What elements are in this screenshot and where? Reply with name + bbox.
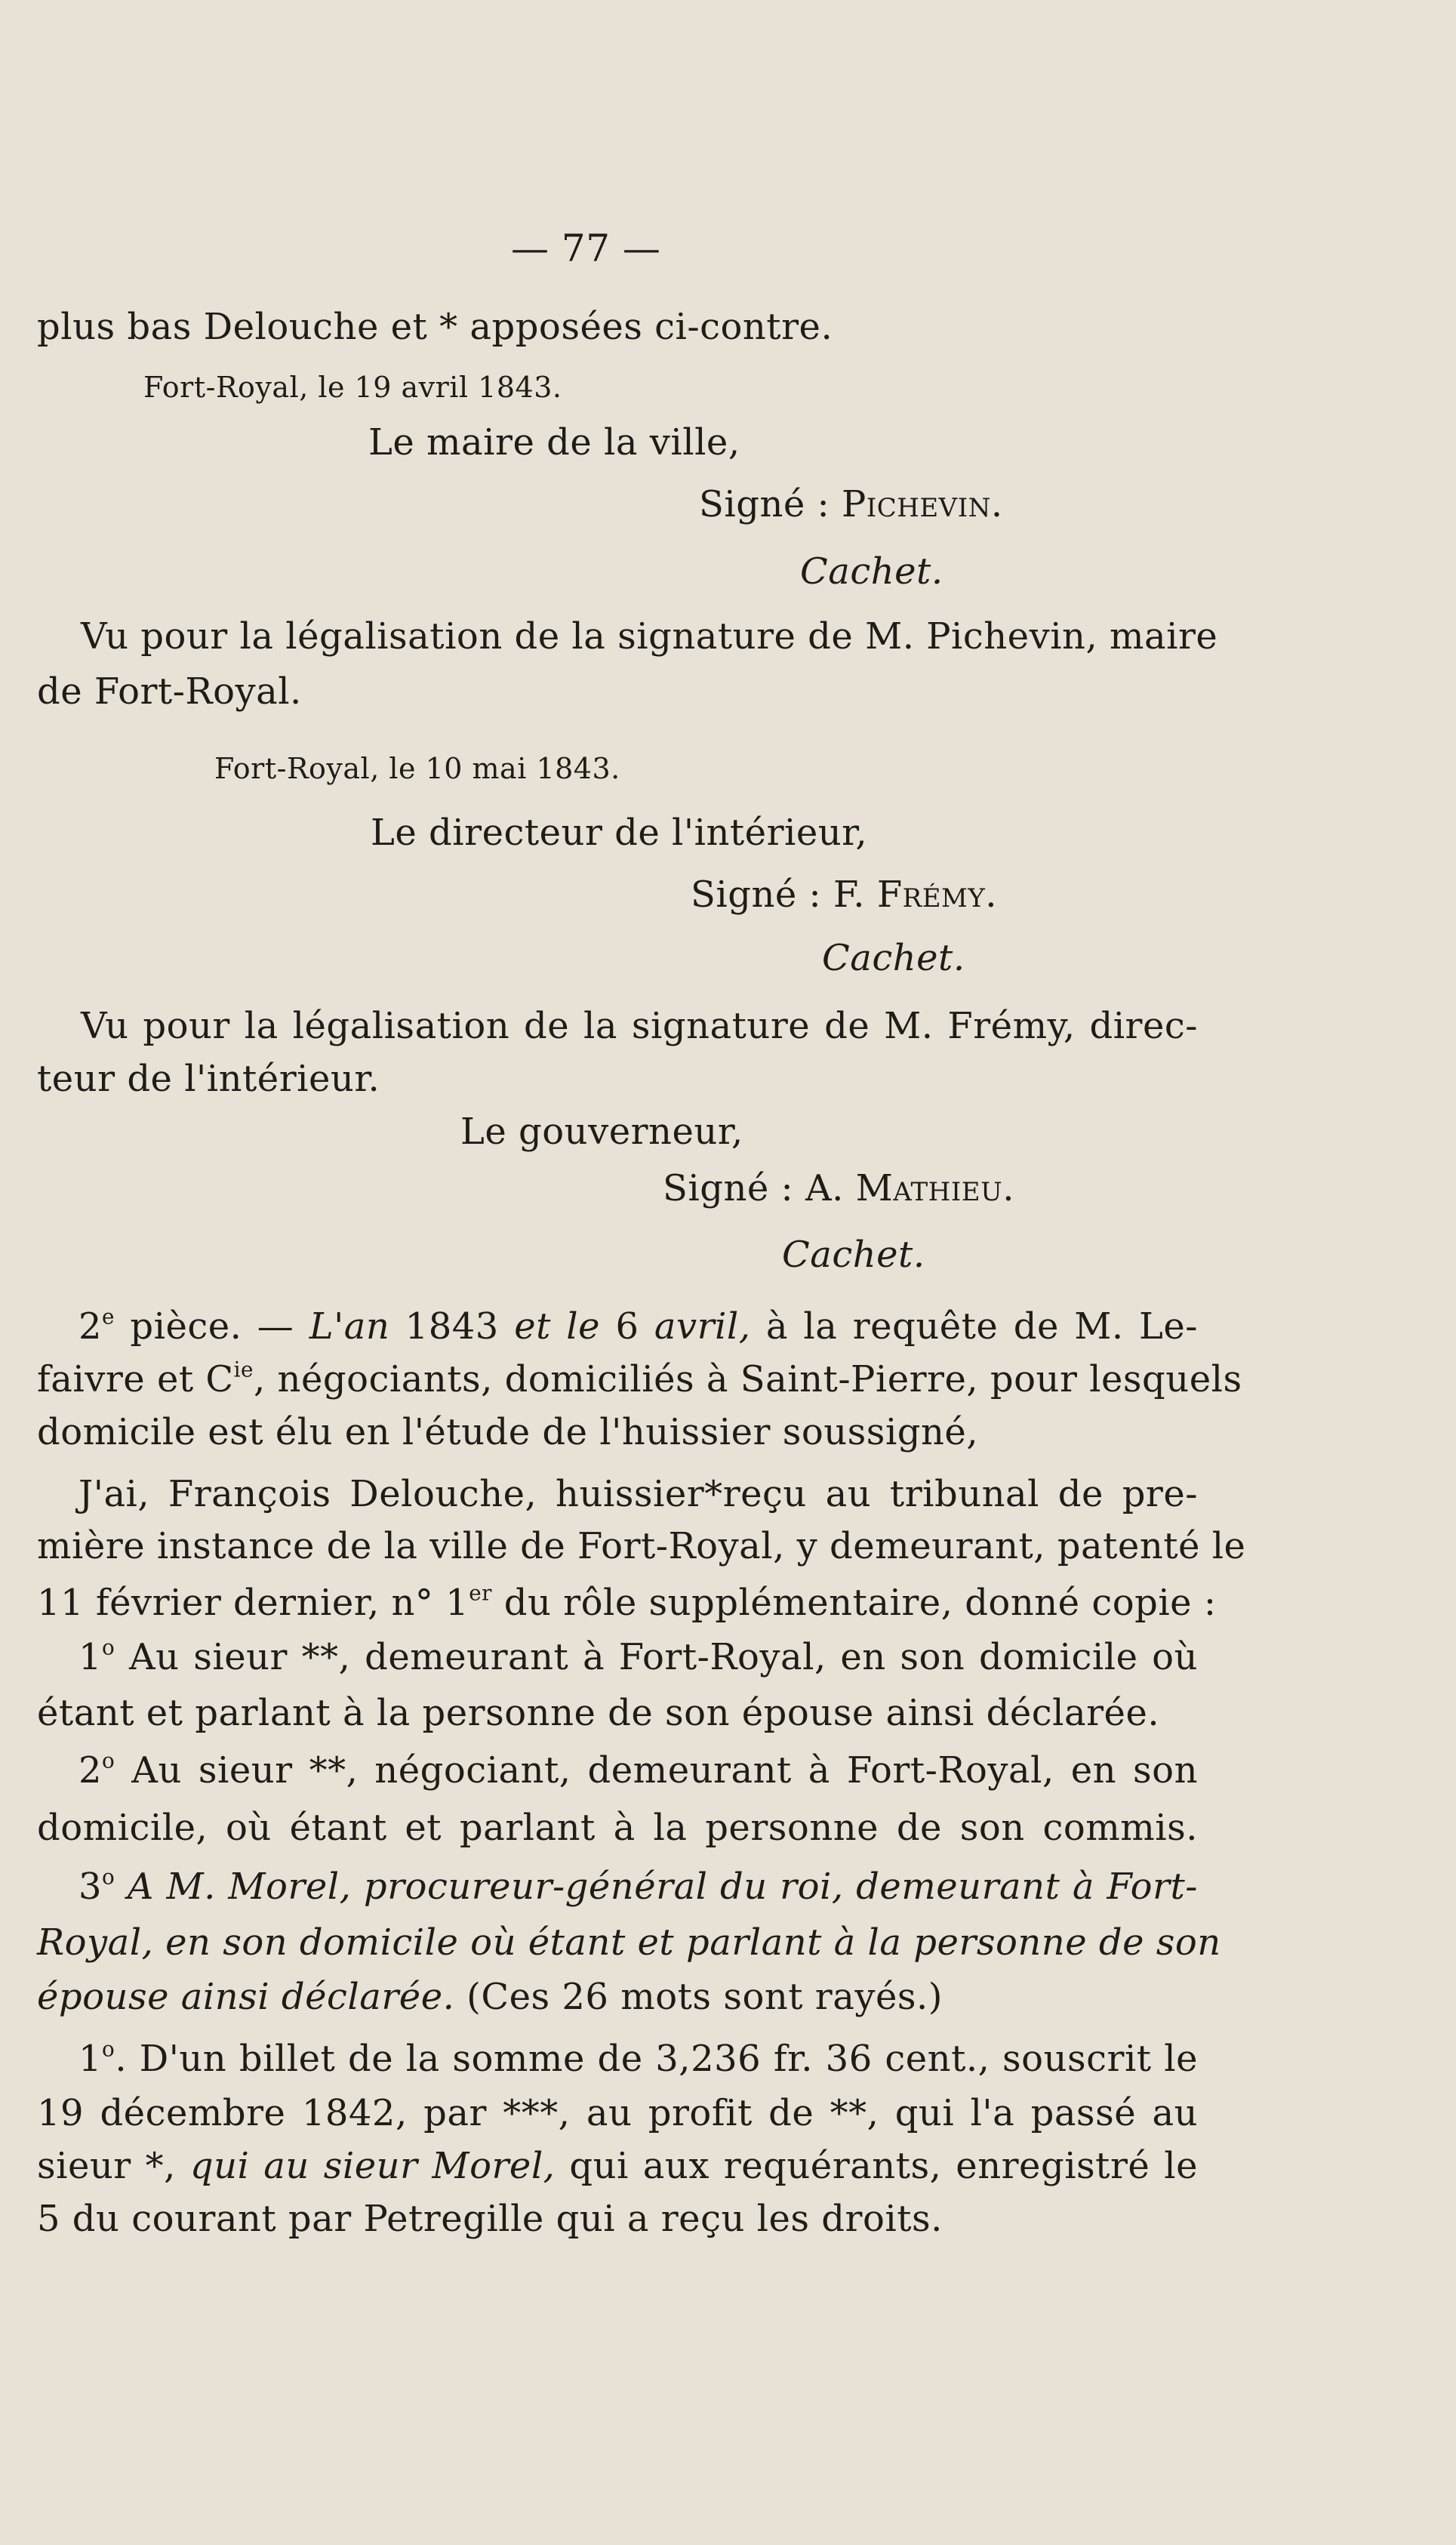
text-line: J'ai, François Delouche, huissier*reçu au tribunal de pre- [78, 1473, 1198, 1515]
text-line: 1$^o$ Au sieur **, demeurant à Fort-Royal, en son domicile où [78, 1635, 1198, 1678]
seal-note: Cachet. [822, 937, 965, 979]
text-line: 11 février dernier, n° 1er du rôle supplémentaire, donné copie : [37, 1580, 1217, 1624]
text-line: Vu pour la légalisation de la signature de M. Pichevin, maire [81, 615, 1218, 658]
text-line: 1$^o$. D'un billet de la somme de 3,236 fr. 36 cent., souscrit le [78, 2036, 1198, 2080]
text-line: épouse ainsi déclarée. (Ces 26 mots sont rayés.) [37, 1976, 943, 2018]
signatory-title: Le directeur de l'intérieur, [371, 812, 868, 854]
text-line: 5 du courant par Petregille qui a reçu les droits. [37, 2198, 943, 2240]
seal-note: Cachet. [782, 1234, 925, 1276]
text-line: faivre et $C^{ie}$, négociants, domiciliés à Saint-Pierre, pour lesquels [37, 1357, 1242, 1400]
text-line: Vu pour la légalisation de la signature de M. Frémy, direc- [81, 1005, 1198, 1047]
signature-label: Signé : F. [691, 873, 877, 916]
text-line: domicile est élu en l'étude de l'huissier soussigné, [37, 1411, 979, 1453]
signature-label: Signé : [699, 483, 842, 525]
page-number: — 77 — [511, 226, 661, 270]
text-line: 3$^o$ A M. Morel, procureur-général du roi, demeurant à Fort- [78, 1864, 1198, 1908]
text-line: étant et parlant à la personne de son épouse ainsi déclarée. [37, 1692, 1160, 1734]
text-line: domicile, où étant et parlant à la personne de son commis. [37, 1807, 1198, 1849]
date-line: Fort-Royal, le 19 avril 1843. [143, 371, 562, 404]
signatory-title: Le gouverneur, [460, 1111, 743, 1153]
signature-line [699, 479, 1003, 529]
signature-label: Signé : A. [663, 1167, 856, 1209]
seal-note: Cachet. [800, 550, 943, 593]
signatory-name: Mathieu. [855, 1167, 1014, 1209]
text-line: Royal, en son domicile où étant et parlant à la personne de son [37, 1921, 1221, 1964]
text-line: 2e pièce. — L'an 1843 et le 6 avril, à la requête de M. Le- [78, 1304, 1199, 1348]
date-line: Fort-Royal, le 10 mai 1843. [214, 752, 620, 785]
signatory-name: Pichevin. [841, 483, 1003, 525]
text-line: plus bas Delouche et * apposées ci-contre. [37, 306, 833, 348]
text-line: sieur *, qui au sieur Morel, qui aux requérants, enregistré le [37, 2145, 1198, 2187]
text-line: teur de l'intérieur. [37, 1058, 380, 1100]
signature-line [691, 870, 997, 920]
text-line: de Fort-Royal. [37, 670, 302, 713]
signature-line [663, 1163, 1014, 1213]
text-line: mière instance de la ville de Fort-Royal, y demeurant, patenté le [37, 1525, 1246, 1567]
signatory-title: Le maire de la ville, [368, 421, 740, 464]
text-line: 2$^o$ Au sieur **, négociant, demeurant à Fort-Royal, en son [78, 1748, 1198, 1792]
signatory-name: Frémy. [876, 873, 998, 916]
text-line: 19 décembre 1842, par ***, au profit de **, qui l'a passé au [37, 2092, 1198, 2134]
